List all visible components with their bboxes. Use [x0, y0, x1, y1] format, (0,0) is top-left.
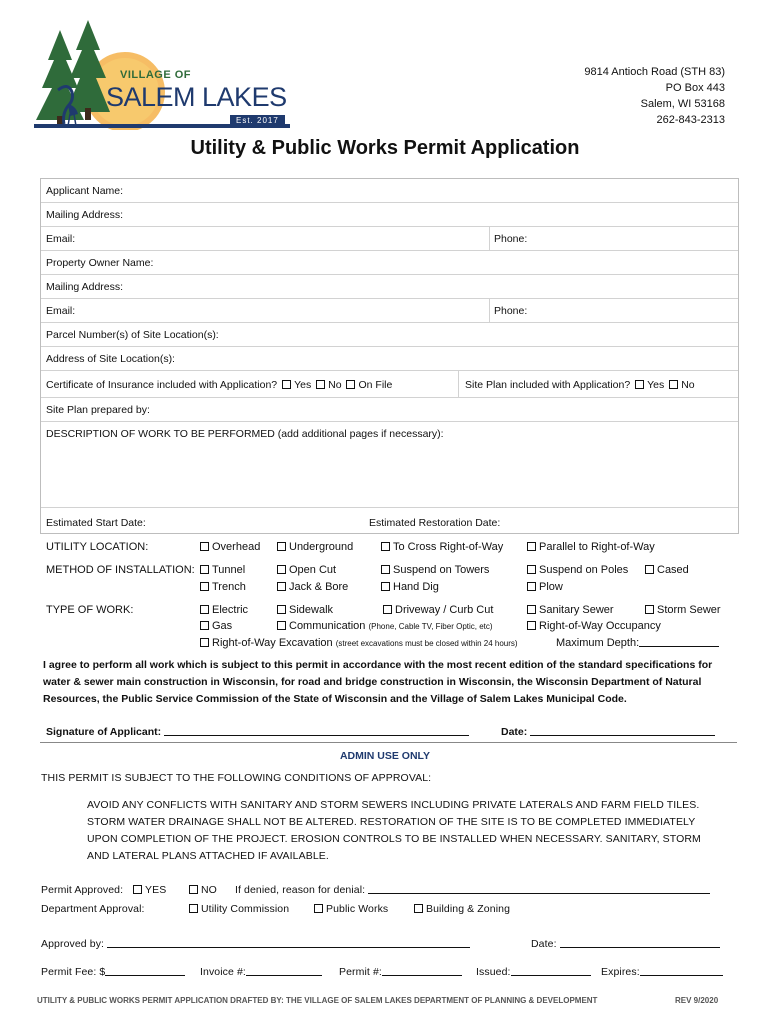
conditions-header: THIS PERMIT IS SUBJECT TO THE FOLLOWING CONDITIONS OF APPROVAL: — [41, 772, 432, 784]
checkbox-icon[interactable] — [200, 605, 209, 614]
coi-yes-checkbox[interactable] — [282, 380, 291, 389]
row-occupancy-option[interactable]: Right-of-Way Occupancy — [525, 620, 661, 632]
permit-approved-label: Permit Approved: — [41, 884, 124, 896]
checkbox-icon[interactable] — [200, 565, 209, 574]
denial-reason-field[interactable]: If denied, reason for denial: — [235, 884, 710, 896]
field-label: Property Owner Name: — [46, 257, 154, 269]
mailing-address-field[interactable] — [41, 203, 738, 227]
divider — [40, 742, 737, 743]
email-field-label[interactable]: Email: — [46, 305, 76, 317]
insurance-siteplan-row — [41, 371, 738, 398]
blank-line[interactable] — [107, 947, 470, 948]
description-field[interactable] — [41, 422, 738, 508]
blank-line[interactable] — [511, 975, 591, 976]
checkbox-icon[interactable] — [277, 621, 286, 630]
address-phone: 262-843-2313 — [656, 114, 725, 126]
approved-by-field[interactable]: Approved by: — [41, 938, 470, 950]
parcel-number-field[interactable] — [41, 323, 738, 347]
driveway-option[interactable]: Driveway / Curb Cut — [381, 604, 493, 616]
revision-label: REV 9/2020 — [675, 996, 719, 1005]
parallel-row-option[interactable]: Parallel to Right-of-Way — [525, 541, 655, 553]
max-depth-field[interactable]: Maximum Depth: — [556, 637, 719, 649]
site-address-field[interactable] — [41, 347, 738, 371]
field-label: Site Plan included with Application? — [465, 379, 631, 391]
option-label: Yes — [294, 379, 312, 391]
conditions-text — [87, 797, 701, 865]
checkbox-icon[interactable] — [414, 904, 423, 913]
checkbox-icon[interactable] — [200, 638, 209, 647]
approval-date-field[interactable]: Date: — [531, 938, 720, 950]
trench-option[interactable]: Trench — [198, 581, 246, 593]
option-label: No — [328, 379, 342, 391]
department-approval-label: Department Approval: — [41, 903, 145, 915]
open-cut-option[interactable]: Open Cut — [275, 564, 336, 576]
condition-line: AVOID ANY CONFLICTS WITH SANITARY AND STORM SEWERS INCLUDING PRIVATE LATERALS AND FARM FIELD TILES. — [87, 799, 700, 811]
siteplan-yes-checkbox[interactable] — [635, 380, 644, 389]
address-line: 9814 Antioch Road (STH 83) — [584, 66, 725, 78]
utility-commission-option[interactable]: Utility Commission — [187, 903, 289, 915]
address-line: PO Box 443 — [665, 82, 725, 94]
field-label: Address of Site Location(s): — [46, 353, 175, 365]
email-field-label[interactable]: Email: — [46, 233, 76, 245]
checkbox-icon[interactable] — [527, 565, 536, 574]
approved-yes-option[interactable]: YES — [131, 884, 166, 896]
owner-mailing-address-field[interactable] — [41, 275, 738, 299]
checkbox-icon[interactable] — [527, 542, 536, 551]
electric-option[interactable]: Electric — [198, 604, 248, 616]
blank-line[interactable] — [246, 975, 322, 976]
approved-no-option[interactable]: NO — [187, 884, 217, 896]
applicant-form — [40, 178, 739, 534]
permit-fee-field[interactable]: Permit Fee: $ — [41, 966, 185, 978]
overhead-option[interactable]: Overhead — [198, 541, 260, 553]
checkbox-icon[interactable] — [189, 904, 198, 913]
email-phone-row — [41, 227, 738, 251]
logo-main-text: SALEM LAKES — [106, 82, 287, 112]
checkbox-icon[interactable] — [383, 605, 392, 614]
condition-line: STORM WATER DRAINAGE SHALL NOT BE ALTERED. RESTORATION OF THE SITE IS TO BE COMPLETED IMMEDIATELY — [87, 816, 696, 828]
field-label: Applicant Name: — [46, 185, 124, 197]
checkbox-icon[interactable] — [527, 582, 536, 591]
checkbox-icon[interactable] — [314, 904, 323, 913]
row-excavation-option[interactable]: Right-of-Way Excavation (street excavations must be closed within 24 hours) — [198, 637, 518, 649]
blank-line[interactable] — [368, 893, 710, 894]
checkbox-icon[interactable] — [381, 565, 390, 574]
blank-line[interactable] — [105, 975, 185, 976]
condition-line: UPON COMPLETION OF THE PROJECT. EROSION CONTROLS TO BE INSTALLED WHEN NECESSARY. SANITARY, STORM — [87, 833, 701, 845]
hand-dig-option[interactable]: Hand Dig — [379, 581, 439, 593]
checkbox-icon[interactable] — [527, 605, 536, 614]
invoice-field[interactable]: Invoice #: — [200, 966, 322, 978]
address-line: Salem, WI 53168 — [640, 98, 725, 110]
coi-question — [46, 379, 392, 391]
dates-row — [41, 508, 738, 533]
storm-sewer-option[interactable]: Storm Sewer — [643, 604, 721, 616]
field-label: Parcel Number(s) of Site Location(s): — [46, 329, 219, 341]
signature-date-field[interactable]: Date: — [501, 726, 715, 738]
logo-est-text: Est. 2017 — [230, 115, 285, 126]
checkbox-icon[interactable] — [277, 542, 286, 551]
phone-field-label[interactable]: Phone: — [494, 305, 528, 317]
checkbox-icon[interactable] — [189, 885, 198, 894]
checkbox-icon[interactable] — [200, 582, 209, 591]
page-title: Utility & Public Works Permit Application — [190, 137, 580, 159]
building-zoning-option[interactable]: Building & Zoning — [412, 903, 510, 915]
checkbox-icon[interactable] — [200, 542, 209, 551]
blank-line[interactable] — [164, 735, 469, 736]
sanitary-sewer-option[interactable]: Sanitary Sewer — [525, 604, 614, 616]
village-logo — [30, 20, 295, 130]
blank-line[interactable] — [560, 947, 720, 948]
option-label: On File — [358, 379, 393, 391]
issued-field[interactable]: Issued: — [476, 966, 591, 978]
tunnel-option[interactable]: Tunnel — [198, 564, 245, 576]
siteplan-prepared-by-field[interactable] — [41, 398, 738, 422]
public-works-option[interactable]: Public Works — [312, 903, 388, 915]
checkbox-icon[interactable] — [381, 542, 390, 551]
underground-option[interactable]: Underground — [275, 541, 353, 553]
restoration-date-label[interactable]: Estimated Restoration Date: — [369, 517, 501, 529]
checkbox-icon[interactable] — [133, 885, 142, 894]
siteplan-question — [465, 379, 695, 391]
blank-line[interactable] — [530, 735, 715, 736]
permit-number-field[interactable]: Permit #: — [339, 966, 462, 978]
applicant-name-field[interactable] — [41, 179, 738, 203]
field-label: DESCRIPTION OF WORK TO BE PERFORMED (add additional pages if necessary): — [46, 428, 444, 440]
suspend-towers-option[interactable]: Suspend on Towers — [379, 564, 489, 576]
coi-no-checkbox[interactable] — [316, 380, 325, 389]
expires-field[interactable]: Expires: — [601, 966, 723, 978]
checkbox-icon[interactable] — [200, 621, 209, 630]
communication-option[interactable]: Communication (Phone, Cable TV, Fiber Optic, etc) — [275, 620, 493, 632]
checkbox-icon[interactable] — [527, 621, 536, 630]
cased-option[interactable]: Cased — [643, 564, 689, 576]
work-type-label: TYPE OF WORK: — [46, 604, 134, 616]
suspend-poles-option[interactable]: Suspend on Poles — [525, 564, 628, 576]
checkbox-icon[interactable] — [277, 565, 286, 574]
checkbox-icon[interactable] — [277, 605, 286, 614]
jack-bore-option[interactable]: Jack & Bore — [275, 581, 348, 593]
cross-row-option[interactable]: To Cross Right-of-Way — [379, 541, 503, 553]
footer-text: UTILITY & PUBLIC WORKS PERMIT APPLICATION DRAFTED BY: THE VILLAGE OF SALEM LAKES DEPARTMENT OF PLANNING & DEVELOPMENT — [37, 996, 598, 1005]
checkbox-icon[interactable] — [645, 565, 654, 574]
logo-top-text: VILLAGE OF — [120, 69, 191, 81]
owner-email-phone-row — [41, 299, 738, 323]
checkbox-icon[interactable] — [381, 582, 390, 591]
blank-line[interactable] — [640, 975, 723, 976]
coi-onfile-checkbox[interactable] — [346, 380, 355, 389]
gas-option[interactable]: Gas — [198, 620, 232, 632]
signature-field[interactable]: Signature of Applicant: — [46, 726, 469, 738]
field-label: Mailing Address: — [46, 281, 124, 293]
installation-label: METHOD OF INSTALLATION: — [46, 564, 195, 576]
agreement-text: I agree to perform all work which is subject to this permit in accordance with the most recent edition of the standard specifications for water & sewer main construction in Wisconsin, for road and bridge construction in Wisconsin, the Wisconsin Department of Natural Resources, the Public Service Commission of the State of Wisconsin and the Village of Salem Lakes Municipal Code. — [43, 659, 713, 705]
checkbox-icon[interactable] — [645, 605, 654, 614]
plow-option[interactable]: Plow — [525, 581, 563, 593]
field-label: Mailing Address: — [46, 209, 124, 221]
option-label: Yes — [647, 379, 665, 391]
field-label: Site Plan prepared by: — [46, 404, 150, 416]
siteplan-no-checkbox[interactable] — [669, 380, 678, 389]
blank-line[interactable] — [639, 646, 719, 647]
sidewalk-option[interactable]: Sidewalk — [275, 604, 333, 616]
option-label: No — [681, 379, 695, 391]
start-date-label[interactable]: Estimated Start Date: — [46, 517, 146, 529]
checkbox-icon[interactable] — [277, 582, 286, 591]
utility-location-label: UTILITY LOCATION: — [46, 541, 149, 553]
admin-header: ADMIN USE ONLY — [339, 750, 431, 762]
phone-field-label[interactable]: Phone: — [494, 233, 528, 245]
owner-name-field[interactable] — [41, 251, 738, 275]
blank-line[interactable] — [382, 975, 462, 976]
condition-line: AND LATERAL PLANS ATTACHED IF AVAILABLE. — [87, 850, 329, 862]
field-label: Certificate of Insurance included with Application? — [46, 379, 278, 391]
village-address — [584, 64, 725, 128]
